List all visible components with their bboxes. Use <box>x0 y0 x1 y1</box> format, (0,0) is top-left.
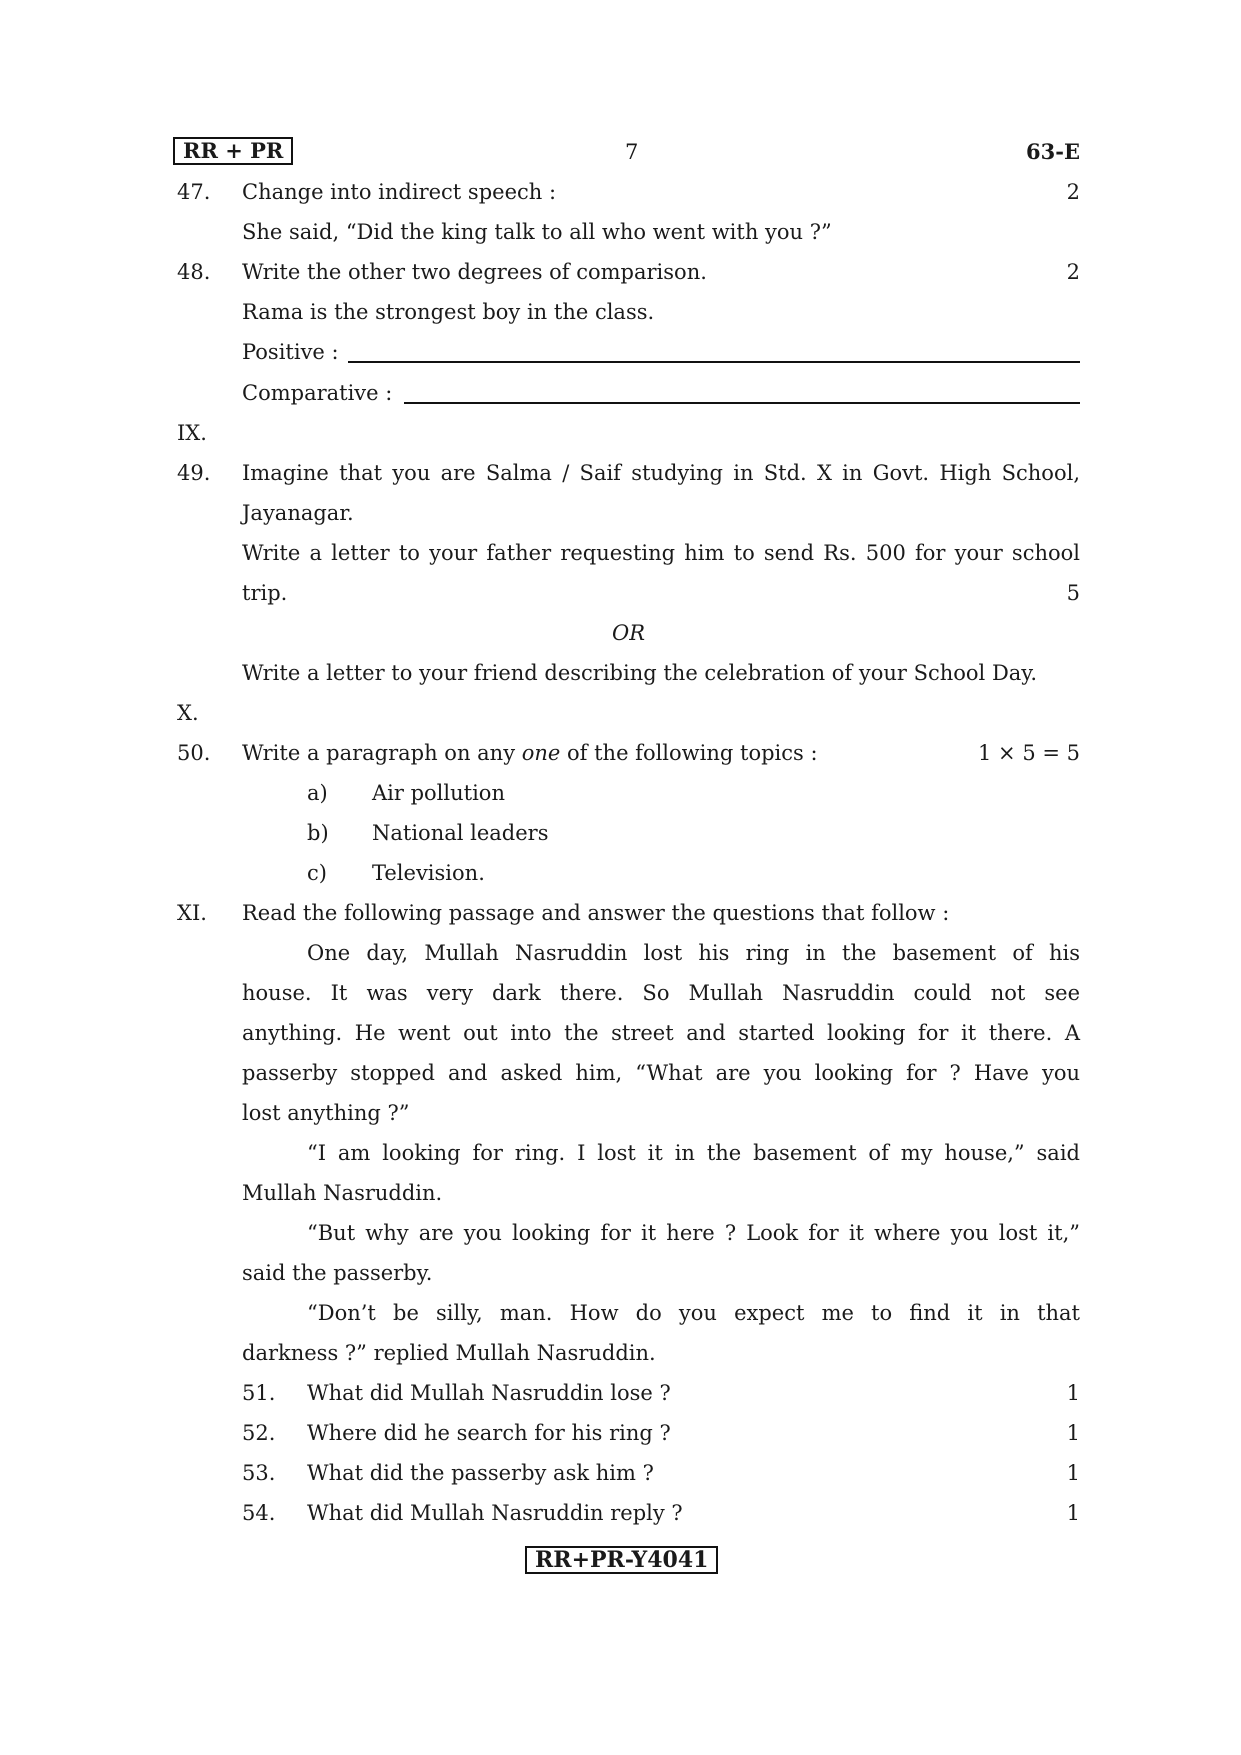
question-text <box>242 740 818 766</box>
marks: 2 <box>1066 260 1080 284</box>
positive-label: Positive : <box>242 340 339 364</box>
question-text: trip. <box>242 581 288 605</box>
section-heading: IX. <box>177 421 207 445</box>
question-sentence: She said, “Did the king talk to all who went with you ?” <box>242 220 832 244</box>
passage-line: anything. He went out into the street and started looking for it there. A <box>242 1021 1080 1045</box>
section-instruction: Read the following passage and answer the questions that follow : <box>242 901 950 925</box>
footer-code-box: RR+PR-Y4041 <box>525 1546 718 1574</box>
question-number: 54. <box>242 1501 276 1525</box>
question-text: What did the passerby ask him ? <box>307 1461 654 1485</box>
comparative-answer-line[interactable] <box>404 402 1080 404</box>
question-text: What did Mullah Nasruddin lose ? <box>307 1381 671 1405</box>
marks: 1 <box>1066 1421 1080 1445</box>
page-number: 7 <box>625 140 639 164</box>
passage-line: “But why are you looking for it here ? Look for it where you lost it,” <box>307 1221 1080 1245</box>
question-text: Jayanagar. <box>242 501 354 525</box>
passage-line: “I am looking for ring. I lost it in the basement of my house,” said <box>307 1141 1080 1165</box>
question-text: Where did he search for his ring ? <box>307 1421 671 1445</box>
topic-label: b) <box>307 821 329 845</box>
marks: 1 <box>1066 1501 1080 1525</box>
section-heading: XI. <box>177 901 207 925</box>
passage-line: One day, Mullah Nasruddin lost his ring in the basement of his <box>307 941 1080 965</box>
comparative-label: Comparative : <box>242 381 393 405</box>
topic-text: Television. <box>372 861 485 885</box>
marks: 1 <box>1066 1381 1080 1405</box>
question-text: Imagine that you are Salma / Saif studying in Std. X in Govt. High School, <box>242 461 1080 485</box>
passage-line: “Don’t be silly, man. How do you expect me to find it in that <box>307 1301 1080 1325</box>
passage-line: lost anything ?” <box>242 1101 410 1125</box>
marks: 1 × 5 = 5 <box>978 741 1080 765</box>
question-number: 53. <box>242 1461 276 1485</box>
topic-text: Air pollution <box>372 781 505 805</box>
question-number: 50. <box>177 741 211 765</box>
question-number: 49. <box>177 461 211 485</box>
passage-line: passerby stopped and asked him, “What are you looking for ? Have you <box>242 1061 1080 1085</box>
question-text: Change into indirect speech : <box>242 180 557 204</box>
question-sentence: Rama is the strongest boy in the class. <box>242 300 655 324</box>
question-text-part: Write a paragraph on any <box>242 741 522 765</box>
or-separator: OR <box>612 621 646 645</box>
header-code-box: RR + PR <box>173 137 293 165</box>
paper-code: 63-E <box>1026 139 1080 164</box>
question-number: 48. <box>177 260 211 284</box>
passage-line: darkness ?” replied Mullah Nasruddin. <box>242 1341 656 1365</box>
positive-answer-line[interactable] <box>348 361 1080 363</box>
marks: 2 <box>1066 180 1080 204</box>
topic-label: c) <box>307 861 327 885</box>
question-text-emphasis: one <box>521 741 561 765</box>
question-number: 47. <box>177 180 211 204</box>
question-alternative: Write a letter to your friend describing the celebration of your School Day. <box>242 661 1038 685</box>
question-text-part: of the following topics : <box>560 741 818 765</box>
question-text: Write the other two degrees of comparison. <box>242 260 707 284</box>
question-number: 51. <box>242 1381 276 1405</box>
question-number: 52. <box>242 1421 276 1445</box>
marks: 1 <box>1066 1461 1080 1485</box>
section-heading: X. <box>177 701 199 725</box>
passage-line: said the passerby. <box>242 1261 433 1285</box>
passage-line: Mullah Nasruddin. <box>242 1181 443 1205</box>
passage-line: house. It was very dark there. So Mullah Nasruddin could not see <box>242 981 1080 1005</box>
question-text: What did Mullah Nasruddin reply ? <box>307 1501 683 1525</box>
topic-label: a) <box>307 781 328 805</box>
marks: 5 <box>1066 581 1080 605</box>
question-text: Write a letter to your father requesting him to send Rs. 500 for your school <box>242 541 1080 565</box>
topic-text: National leaders <box>372 821 549 845</box>
